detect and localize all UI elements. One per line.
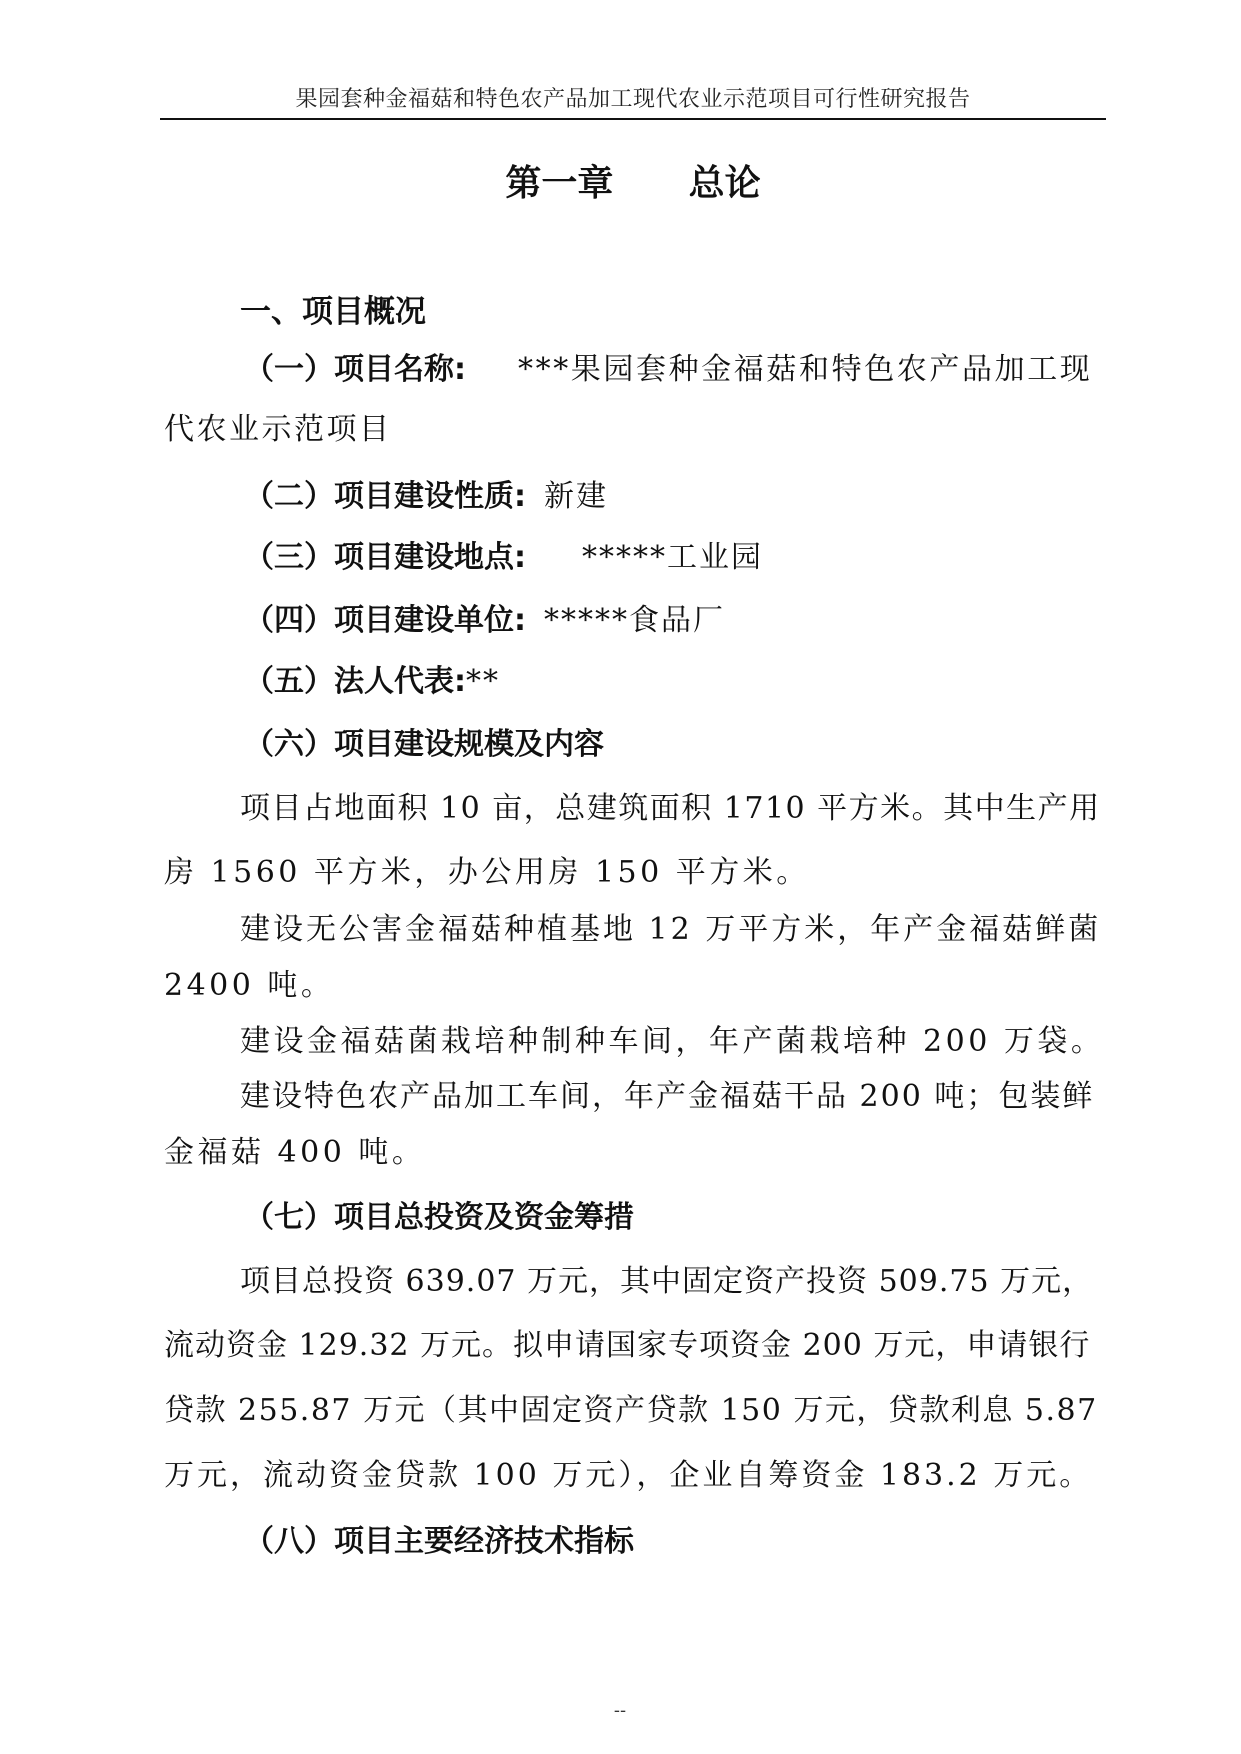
- investment-line-4: 万元，流动资金贷款 100 万元），企业自筹资金 183.2 万元。: [164, 1458, 1093, 1493]
- scale-paragraph-2-line-1: 建设无公害金福菇种植基地 12 万平方米，年产金福菇鲜菌: [240, 912, 1102, 947]
- construction-location-value: *****工业园: [582, 540, 763, 575]
- construction-location-label: （三）项目建设地点:: [244, 540, 526, 575]
- scale-paragraph-4-line-2: 金福菇 400 吨。: [164, 1135, 426, 1170]
- running-header: 果园套种金福菇和特色农产品加工现代农业示范项目可行性研究报告: [295, 87, 971, 112]
- construction-unit-label: （四）项目建设单位:: [244, 603, 526, 638]
- project-name-label: （一）项目名称:: [244, 352, 466, 387]
- item-legal-representative: [244, 662, 500, 702]
- construction-unit-value: *****食品厂: [544, 603, 725, 638]
- item-project-name: [244, 350, 1092, 390]
- investment-line-1: 项目总投资 639.07 万元，其中固定资产投资 509.75 万元，: [240, 1264, 1094, 1299]
- section-heading-overview: 一、项目概况: [240, 294, 426, 330]
- header-divider: [160, 118, 1106, 120]
- legal-representative-label: （五）法人代表:: [244, 664, 466, 699]
- scale-paragraph-1-line-1: 项目占地面积 10 亩，总建筑面积 1710 平方米。其中生产用: [240, 791, 1101, 826]
- construction-nature-value: 新建: [544, 479, 608, 514]
- legal-representative-value: **: [466, 664, 500, 699]
- chapter-title: 第一章 总论: [505, 163, 761, 204]
- scale-paragraph-1-line-2: 房 1560 平方米，办公用房 150 平方米。: [164, 855, 810, 890]
- item-construction-unit: [244, 601, 725, 641]
- investment-line-2: 流动资金 129.32 万元。拟申请国家专项资金 200 万元，申请银行: [164, 1328, 1091, 1363]
- item-construction-nature: [244, 477, 608, 517]
- project-name-value-continued: 代农业示范项目: [164, 412, 392, 447]
- scale-heading: （六）项目建设规模及内容: [244, 727, 604, 762]
- item-construction-location: [244, 538, 763, 578]
- scale-paragraph-3: 建设金福菇菌栽培种制种车间，年产菌栽培种 200 万袋。: [240, 1024, 1105, 1059]
- indicators-heading: （八）项目主要经济技术指标: [244, 1524, 634, 1559]
- scale-paragraph-4-line-1: 建设特色农产品加工车间，年产金福菇干品 200 吨；包装鲜: [240, 1079, 1095, 1114]
- construction-nature-label: （二）项目建设性质:: [244, 479, 526, 514]
- scale-paragraph-2-line-2: 2400 吨。: [164, 968, 335, 1003]
- page-number: --: [613, 1700, 627, 1721]
- project-name-value: ***果园套种金福菇和特色农产品加工现: [518, 352, 1093, 387]
- investment-heading: （七）项目总投资及资金筹措: [244, 1200, 634, 1235]
- investment-line-3: 贷款 255.87 万元（其中固定资产贷款 150 万元，贷款利息 5.87: [164, 1393, 1098, 1428]
